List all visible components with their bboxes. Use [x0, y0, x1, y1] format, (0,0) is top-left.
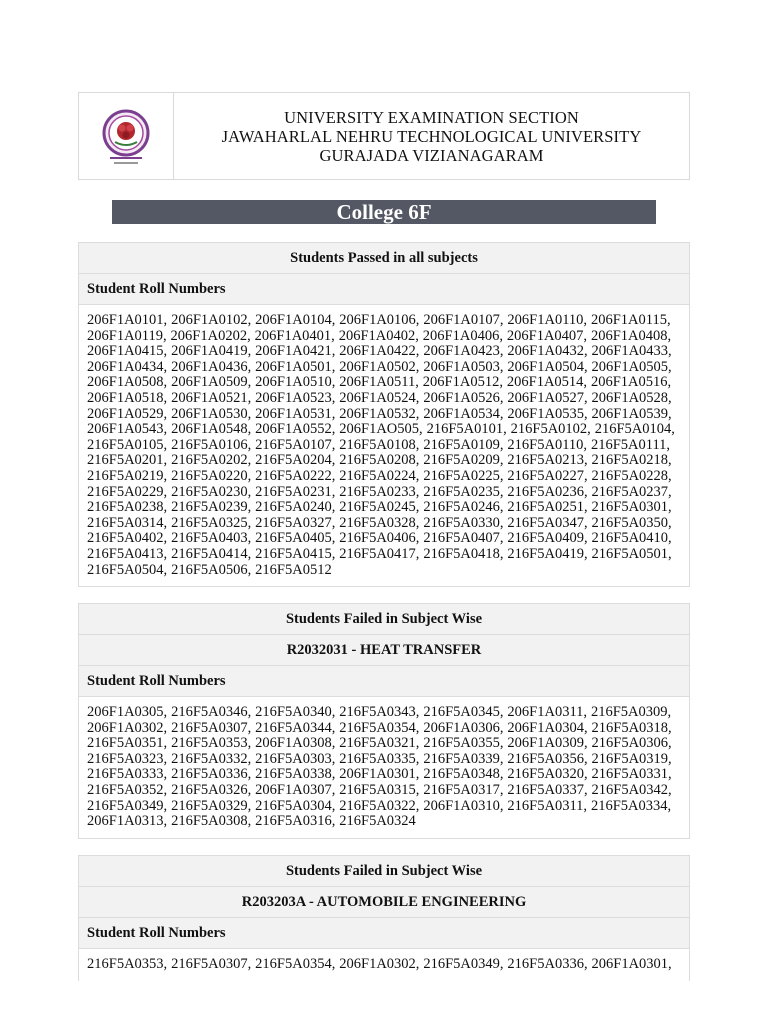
passed-section — [78, 242, 690, 587]
failed-roll-numbers: 216F5A0353, 216F5A0307, 216F5A0354, 206F1A0302, 216F5A0349, 216F5A0336, 206F1A0301, — [87, 956, 672, 972]
passed-roll-numbers: 206F1A0101, 206F1A0102, 206F1A0104, 206F1A0106, 206F1A0107, 206F1A0110, 206F1A0115, 206F1A0119, 206F1A0202, 206F1A0401, 206F1A0402, 206F1A0406, 206F1A0407, 206F1A0408, 206F1A0415, 206F1A0419, 206F1A0421, 206F1A0422, 206F1A0423, 206F1A0432, 206F1A0433, 206F1A0434, 206F1A0436, 206F1A0501, 206F1A0502, 206F1A0503, 206F1A0504, 206F1A0505, 206F1A0508, 206F1A0509, 206F1A0510, 206F1A0511, 206F1A0512, 206F1A0514, 206F1A0516, 206F1A0518, 206F1A0521, 206F1A0523, 206F1A0524, 206F1A0526, 206F1A0527, 206F1A0528, 206F1A0529, 206F1A0530, 206F1A0531, 206F1A0532, 206F1A0534, 206F1A0535, 206F1A0539, 206F1A0543, 206F1A0548, 206F1A0552, 206F1AO505, 216F5A0101, 216F5A0102, 216F5A0104, 216F5A0105, 216F5A0106, 216F5A0107, 216F5A0108, 216F5A0109, 216F5A0110, 216F5A0111, 216F5A0201, 216F5A0202, 216F5A0204, 216F5A0208, 216F5A0209, 216F5A0213, 216F5A0218, 216F5A0219, 216F5A0220, 216F5A0222, 216F5A0224, 216F5A0225, 216F5A0227, 216F5A0228, 216F5A0229, 216F5A0230, 216F5A0231, 216F5A0233, 216F5A0235, 216F5A0236, 216F5A0237, 216F5A0238, 216F5A0239, 216F5A0240, 216F5A0245, 216F5A0246, 216F5A0251, 216F5A0301, 216F5A0314, 216F5A0325, 216F5A0327, 216F5A0328, 216F5A0330, 216F5A0347, 216F5A0350, 216F5A0402, 216F5A0403, 216F5A0405, 216F5A0406, 216F5A0407, 216F5A0409, 216F5A0410, 216F5A0413, 216F5A0414, 216F5A0415, 216F5A0417, 216F5A0418, 216F5A0419, 216F5A0501, 216F5A0504, 216F5A0506, 216F5A0512 — [87, 312, 675, 578]
failed-section-heat-transfer — [78, 603, 690, 839]
passed-heading: Students Passed in all subjects — [79, 243, 689, 274]
subject-heading: R203203A - AUTOMOBILE ENGINEERING — [79, 887, 689, 918]
failed-heading: Students Failed in Subject Wise — [79, 604, 689, 635]
failed-roll-label: Student Roll Numbers — [79, 918, 689, 949]
header-line-3: GURAJADA VIZIANAGARAM — [319, 145, 544, 165]
college-title: College 6F — [112, 200, 656, 224]
passed-roll-label: Student Roll Numbers — [79, 274, 689, 305]
subject-heading: R2032031 - HEAT TRANSFER — [79, 635, 689, 666]
logo-cell — [79, 93, 174, 179]
header-box — [78, 92, 690, 180]
header-line-1: UNIVERSITY EXAMINATION SECTION — [284, 107, 579, 127]
failed-heading: Students Failed in Subject Wise — [79, 856, 689, 887]
header-title — [174, 93, 689, 179]
university-seal-icon — [101, 102, 151, 170]
header-line-2: JAWAHARLAL NEHRU TECHNOLOGICAL UNIVERSITY — [221, 126, 642, 146]
failed-roll-label: Student Roll Numbers — [79, 666, 689, 697]
failed-section-automobile — [78, 855, 690, 981]
failed-roll-numbers: 206F1A0305, 216F5A0346, 216F5A0340, 216F5A0343, 216F5A0345, 206F1A0311, 216F5A0309, 206F1A0302, 216F5A0307, 216F5A0344, 216F5A0354, 206F1A0306, 206F1A0304, 216F5A0318, 216F5A0351, 216F5A0353, 206F1A0308, 216F5A0321, 216F5A0355, 206F1A0309, 216F5A0306, 216F5A0323, 216F5A0332, 216F5A0303, 216F5A0335, 216F5A0339, 216F5A0356, 216F5A0319, 216F5A0333, 216F5A0336, 216F5A0338, 206F1A0301, 216F5A0348, 216F5A0320, 216F5A0331, 216F5A0352, 216F5A0326, 206F1A0307, 216F5A0315, 216F5A0317, 216F5A0337, 216F5A0342, 216F5A0349, 216F5A0329, 216F5A0304, 216F5A0322, 206F1A0310, 216F5A0311, 216F5A0334, 206F1A0313, 216F5A0308, 216F5A0316, 216F5A0324 — [87, 704, 672, 830]
